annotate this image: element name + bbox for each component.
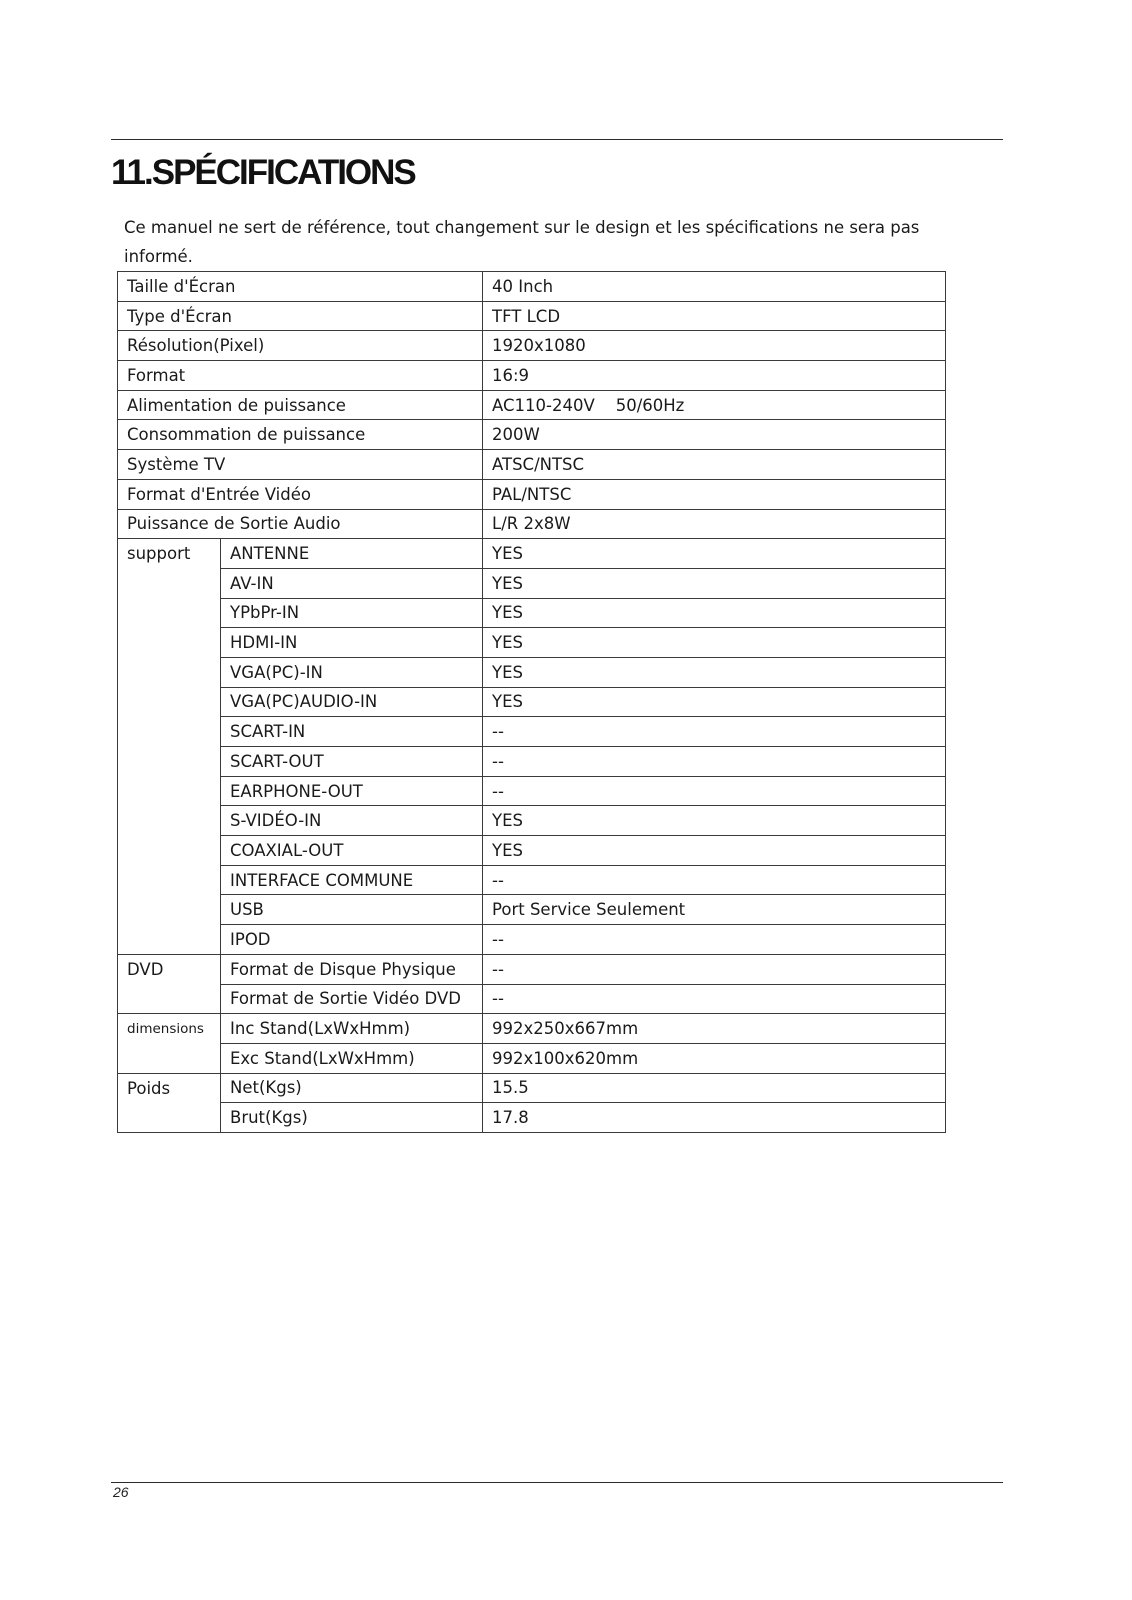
table-row [118,479,946,509]
spec-label: SCART-OUT [221,747,483,777]
table-row [118,628,946,658]
table-row [118,776,946,806]
spec-label: Alimentation de puissance [118,390,483,420]
spec-value: -- [483,925,946,955]
page-title: 11.SPÉCIFICATIONS [111,153,415,192]
spec-value: YES [483,806,946,836]
spec-label: HDMI-IN [221,628,483,658]
spec-value: 200W [483,420,946,450]
spec-label: INTERFACE COMMUNE [221,865,483,895]
spec-label: Format de Sortie Vidéo DVD [221,984,483,1014]
spec-label: Exc Stand(LxWxHmm) [221,1043,483,1073]
table-row [118,806,946,836]
spec-label: Puissance de Sortie Audio [118,509,483,539]
spec-label: USB [221,895,483,925]
spec-label: Consommation de puissance [118,420,483,450]
table-row [118,361,946,391]
spec-table [117,271,946,1133]
spec-label: Système TV [118,450,483,480]
spec-value: YES [483,628,946,658]
table-row [118,925,946,955]
spec-label: EARPHONE-OUT [221,776,483,806]
table-row [118,568,946,598]
spec-value: PAL/NTSC [483,479,946,509]
spec-value: -- [483,865,946,895]
table-row [118,895,946,925]
table-row [118,717,946,747]
spec-value: YES [483,539,946,569]
spec-label: COAXIAL-OUT [221,836,483,866]
spec-label: Format [118,361,483,391]
table-row [118,687,946,717]
spec-value: YES [483,687,946,717]
spec-label: SCART-IN [221,717,483,747]
spec-label: Résolution(Pixel) [118,331,483,361]
spec-value: -- [483,776,946,806]
spec-value: TFT LCD [483,301,946,331]
spec-label: Inc Stand(LxWxHmm) [221,1014,483,1044]
spec-label: VGA(PC)-IN [221,657,483,687]
spec-group-label: DVD [118,954,221,1013]
table-row [118,301,946,331]
spec-value: 992x100x620mm [483,1043,946,1073]
spec-value: -- [483,717,946,747]
spec-value: -- [483,954,946,984]
table-row [118,598,946,628]
spec-label: YPbPr-IN [221,598,483,628]
table-row [118,1073,946,1103]
spec-value: YES [483,568,946,598]
spec-label: Net(Kgs) [221,1073,483,1103]
spec-label: Format d'Entrée Vidéo [118,479,483,509]
table-row [118,984,946,1014]
table-row [118,509,946,539]
spec-value: 992x250x667mm [483,1014,946,1044]
spec-label: IPOD [221,925,483,955]
spec-group-label: dimensions [118,1014,221,1073]
table-row [118,331,946,361]
table-row [118,657,946,687]
table-row [118,420,946,450]
spec-label: ANTENNE [221,539,483,569]
table-row [118,747,946,777]
page-number: 26 [113,1484,129,1500]
spec-label: Type d'Écran [118,301,483,331]
spec-value: 1920x1080 [483,331,946,361]
spec-value: 15.5 [483,1073,946,1103]
spec-value: YES [483,836,946,866]
spec-label: S-VIDÉO-IN [221,806,483,836]
spec-label: VGA(PC)AUDIO-IN [221,687,483,717]
spec-value: Port Service Seulement [483,895,946,925]
top-rule [111,139,1003,140]
table-row [118,272,946,302]
table-row [118,954,946,984]
spec-label: Brut(Kgs) [221,1103,483,1133]
spec-value: ATSC/NTSC [483,450,946,480]
spec-value: YES [483,598,946,628]
table-row [118,450,946,480]
spec-label: Format de Disque Physique [221,954,483,984]
table-row [118,836,946,866]
bottom-rule [111,1482,1003,1483]
spec-value: YES [483,657,946,687]
table-row [118,1103,946,1133]
spec-value: -- [483,984,946,1014]
spec-value: L/R 2x8W [483,509,946,539]
spec-value: 16:9 [483,361,946,391]
spec-value: 40 Inch [483,272,946,302]
table-row [118,865,946,895]
spec-group-label: Poids [118,1073,221,1132]
spec-value: -- [483,747,946,777]
spec-label: Taille d'Écran [118,272,483,302]
spec-group-label: support [118,539,221,955]
table-row [118,390,946,420]
table-row [118,1043,946,1073]
spec-label: AV-IN [221,568,483,598]
spec-value: AC110-240V 50/60Hz [483,390,946,420]
table-row [118,1014,946,1044]
table-row [118,539,946,569]
spec-value: 17.8 [483,1103,946,1133]
intro-text: Ce manuel ne sert de référence, tout changement sur le design et les spécifications ne sera pas informé. [124,218,920,266]
